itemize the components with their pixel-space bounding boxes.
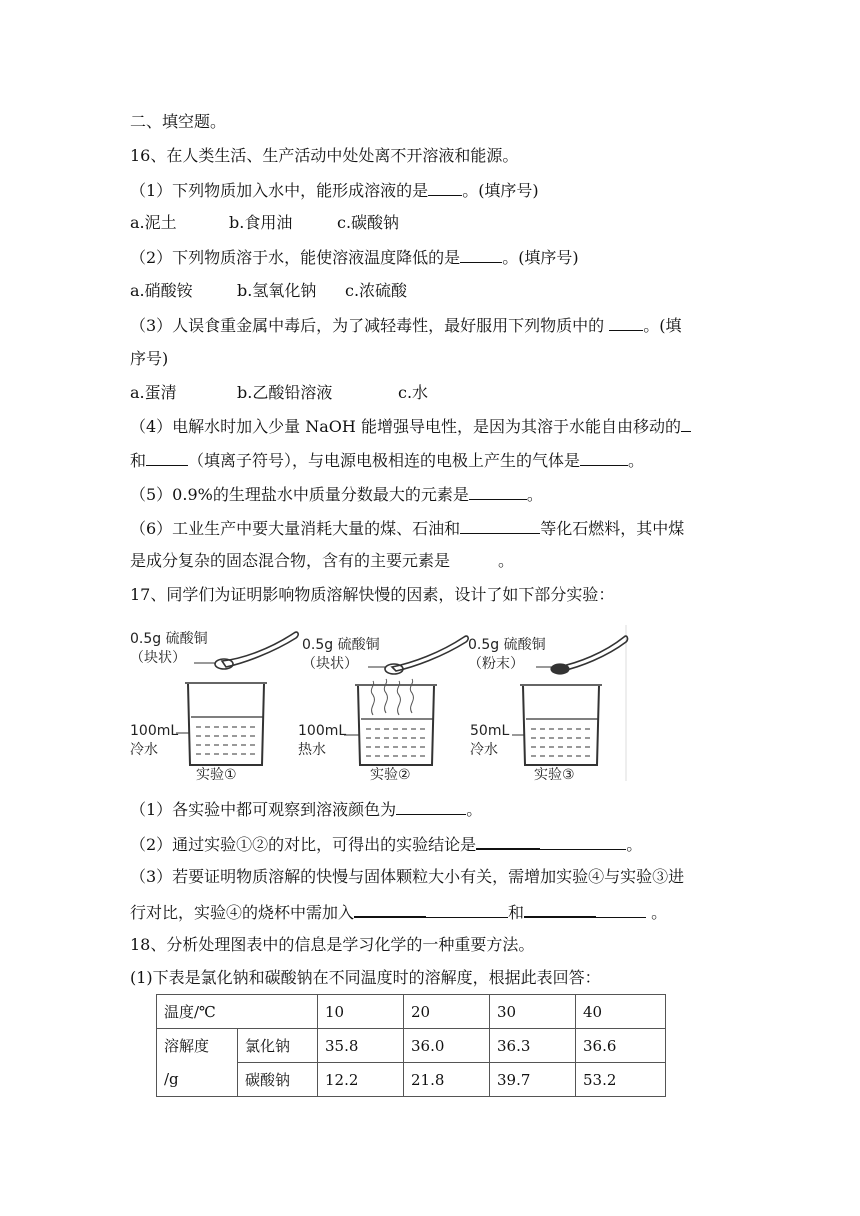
answer-blank[interactable] bbox=[460, 246, 502, 263]
table-row bbox=[157, 995, 666, 1029]
exp2-water-label: 热水 bbox=[298, 742, 326, 758]
table-cell: 20 bbox=[404, 995, 490, 1029]
q16-part6-suffix: 。 bbox=[498, 551, 515, 570]
table-cell: 36.3 bbox=[490, 1029, 576, 1063]
q18-stem: 18、分析处理图表中的信息是学习化学的一种重要方法。 bbox=[130, 935, 535, 954]
q16-stem: 16、在人类生活、生产活动中处处离不开溶液和能源。 bbox=[130, 146, 519, 165]
option-b: b.乙酸铅溶液 bbox=[237, 383, 333, 402]
answer-blank[interactable] bbox=[146, 449, 188, 466]
exp2-caption: 实验② bbox=[370, 767, 411, 783]
q16-part3-text: （3）人误食重金属中毒后，为了减轻毒性，最好服用下列物质中的 bbox=[130, 316, 610, 335]
table-cell: 36.6 bbox=[576, 1029, 666, 1063]
exp3-form-label: （粉末） bbox=[468, 656, 524, 672]
q17-part3-cont bbox=[130, 900, 667, 924]
exp1-water-label: 冷水 bbox=[130, 742, 158, 758]
table-cell: 39.7 bbox=[490, 1063, 576, 1097]
option-a: a.硝酸铵 bbox=[130, 281, 193, 300]
q16-part4-mid: （填离子符号），与电源电极相连的电极上产生的气体是 bbox=[188, 451, 581, 470]
exp1-form-label: （块状） bbox=[130, 650, 186, 666]
q17-part1-text: （1）各实验中都可观察到溶液颜色为 bbox=[130, 800, 397, 819]
q17-part1-suffix: 。 bbox=[466, 800, 483, 819]
answer-blank[interactable] bbox=[396, 798, 466, 815]
answer-blank[interactable] bbox=[469, 483, 527, 500]
q16-part1-suffix: 。(填序号) bbox=[462, 181, 539, 200]
q17-part3-text: 行对比，实验④的烧杯中需加入 bbox=[130, 903, 355, 922]
option-c: c.浓硫酸 bbox=[345, 281, 408, 300]
option-b: b.食用油 bbox=[229, 213, 293, 232]
q16-part6-cont bbox=[130, 550, 514, 572]
table-cell: 35.8 bbox=[318, 1029, 404, 1063]
q16-part4-cont bbox=[130, 449, 644, 472]
table-row bbox=[157, 1029, 666, 1063]
exp3-volume-label: 50mL bbox=[470, 723, 510, 739]
q16-part1-text: （1）下列物质加入水中，能形成溶液的是 bbox=[130, 181, 429, 200]
q16-part1 bbox=[130, 179, 539, 202]
exp2-solute-label: 0.5g 硫酸铜 bbox=[302, 637, 380, 653]
experiment-3-apparatus bbox=[512, 636, 627, 765]
q17-part3-and: 和 bbox=[508, 903, 525, 922]
answer-blank[interactable] bbox=[681, 415, 691, 432]
q16-part4 bbox=[130, 415, 691, 438]
table-header-temp: 温度/℃ bbox=[157, 995, 318, 1029]
q18-part1: (1)下表是氯化钠和碳酸钠在不同温度时的溶解度，根据此表回答： bbox=[130, 968, 601, 987]
answer-blank[interactable] bbox=[609, 314, 643, 331]
q17-part3: （3）若要证明物质溶解的快慢与固体颗粒大小有关，需增加实验④与实验③进 bbox=[130, 867, 685, 886]
q16-part6-text2: 是成分复杂的固态混合物，含有的主要元素是 bbox=[130, 551, 451, 570]
answer-blank[interactable] bbox=[428, 179, 462, 196]
option-a: a.蛋清 bbox=[130, 383, 177, 402]
q16-part2-text: （2）下列物质溶于水，能使溶液温度降低的是 bbox=[130, 248, 461, 267]
answer-blank[interactable] bbox=[524, 900, 596, 918]
table-cell: 40 bbox=[576, 995, 666, 1029]
q16-part3 bbox=[130, 314, 682, 337]
q16-part6-mid: 等化石燃料，其中煤 bbox=[540, 519, 685, 538]
option-b: b.氢氧化钠 bbox=[237, 281, 317, 300]
q17-stem: 17、同学们为证明影响物质溶解快慢的因素，设计了如下部分实验： bbox=[130, 585, 615, 604]
q16-part4-suffix: 。 bbox=[628, 451, 645, 470]
table-cell: 21.8 bbox=[404, 1063, 490, 1097]
table-cell: 12.2 bbox=[318, 1063, 404, 1097]
exp1-volume-label: 100mL bbox=[130, 723, 179, 739]
q16-part4-and: 和 bbox=[130, 451, 147, 470]
q16-part6-text: （6）工业生产中要大量消耗大量的煤、石油和 bbox=[130, 519, 461, 538]
section-title: 二、填空题。 bbox=[130, 112, 227, 131]
exp1-solute-label: 0.5g 硫酸铜 bbox=[130, 631, 208, 647]
q16-part5 bbox=[130, 483, 543, 506]
exp2-volume-label: 100mL bbox=[298, 723, 347, 739]
row-header-line1: 溶解度 bbox=[164, 1036, 210, 1055]
answer-blank[interactable] bbox=[580, 449, 628, 466]
option-c: c.水 bbox=[398, 383, 429, 402]
option-a: a.泥土 bbox=[130, 213, 177, 232]
exp1-caption: 实验① bbox=[196, 767, 237, 783]
exp3-caption: 实验③ bbox=[534, 767, 575, 783]
table-cell: 10 bbox=[318, 995, 404, 1029]
table-cell: 氯化钠 bbox=[238, 1029, 318, 1063]
row-header-line2: /g bbox=[164, 1069, 179, 1088]
answer-blank[interactable] bbox=[460, 517, 540, 534]
q16-part4-text: （4）电解水时加入少量 NaOH 能增强导电性，是因为其溶于水能自由移动的 bbox=[130, 417, 681, 436]
q16-part2 bbox=[130, 246, 579, 269]
table-cell: 53.2 bbox=[576, 1063, 666, 1097]
table-cell: 36.0 bbox=[404, 1029, 490, 1063]
answer-blank[interactable] bbox=[354, 900, 426, 918]
answer-blank[interactable] bbox=[476, 832, 540, 850]
q16-part5-suffix: 。 bbox=[526, 485, 543, 504]
q17-part3-suffix: 。 bbox=[646, 903, 668, 922]
option-c: c.碳酸钠 bbox=[337, 213, 400, 232]
answer-blank[interactable] bbox=[426, 901, 508, 918]
exp3-water-label: 冷水 bbox=[470, 742, 498, 758]
solubility-table bbox=[156, 994, 666, 1097]
exp2-form-label: （块状） bbox=[302, 656, 358, 672]
experiment-2-apparatus bbox=[344, 636, 468, 765]
experiment-figure bbox=[130, 623, 630, 785]
q16-part3-cont: 序号) bbox=[130, 349, 169, 368]
experiment-1-apparatus bbox=[176, 632, 298, 765]
q16-part3-suffix: 。(填 bbox=[643, 316, 682, 335]
q17-part2-suffix: 。 bbox=[626, 835, 643, 854]
q16-part6 bbox=[130, 517, 684, 540]
exp3-solute-label: 0.5g 硫酸铜 bbox=[468, 637, 546, 653]
q17-part2 bbox=[130, 832, 642, 856]
table-cell: 30 bbox=[490, 995, 576, 1029]
table-header-solubility bbox=[157, 1029, 238, 1097]
answer-blank[interactable] bbox=[596, 901, 646, 918]
q16-part2-suffix: 。(填序号) bbox=[502, 248, 579, 267]
q17-part2-text: （2）通过实验①②的对比，可得出的实验结论是 bbox=[130, 835, 477, 854]
q17-part1 bbox=[130, 798, 482, 821]
q16-part5-text: （5）0.9%的生理盐水中质量分数最大的元素是 bbox=[130, 485, 469, 504]
table-cell: 碳酸钠 bbox=[238, 1063, 318, 1097]
answer-blank[interactable] bbox=[540, 833, 626, 850]
